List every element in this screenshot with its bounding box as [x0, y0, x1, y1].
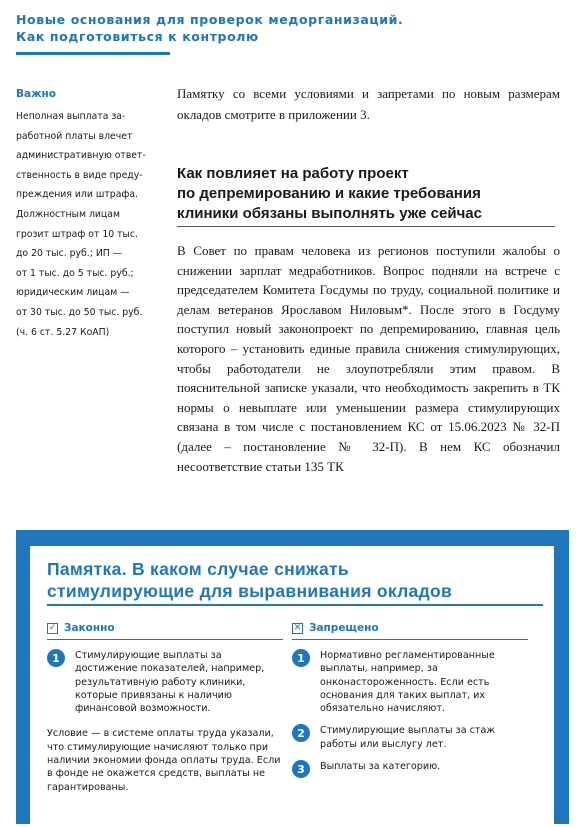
sidebar-line: Должностным лицам	[16, 208, 120, 220]
list-item	[292, 724, 528, 751]
sidebar-line: (ч. 6 ст. 5.27 КоАП)	[16, 326, 110, 338]
sidebar-line: Неполная выплата за-	[16, 111, 126, 122]
allowed-note: Условие — в системе оплаты труда указали, что стимулирующие начисляют только при наличии экономии фонда оплаты труда. Если в фонде не окажется средств, выплаты не гарантированы.	[47, 728, 281, 793]
list-item	[292, 760, 528, 778]
number-badge: 2	[292, 724, 310, 742]
header-line: Новые основания для проверок медорганизаций.	[16, 12, 404, 27]
sidebar-line: до 20 тыс. руб.; ИП —	[16, 248, 123, 260]
number-badge: 1	[292, 649, 310, 667]
sidebar-note	[16, 88, 156, 342]
memo-title-divider	[47, 604, 543, 606]
section-heading	[177, 164, 557, 224]
sidebar-line: от 1 тыс. до 5 тыс. руб.;	[16, 267, 134, 279]
header-divider	[16, 52, 170, 55]
heading-line: клиники обязаны выполнять уже сейчас	[177, 205, 482, 222]
section-divider	[177, 226, 555, 227]
sidebar-line: работной платы влечет	[16, 130, 133, 142]
list-item	[47, 649, 283, 715]
memo-title-line: Памятка. В каком случае снижать	[47, 559, 349, 579]
cross-box-icon: ✕	[293, 622, 302, 633]
sidebar-line: ственность в виде преду-	[16, 169, 143, 181]
sidebar-line: от 30 тыс. до 50 тыс. руб.	[16, 306, 143, 318]
number-badge: 3	[292, 760, 310, 778]
heading-line: Как повлияет на работу проект	[177, 165, 409, 182]
number-badge: 1	[47, 649, 65, 667]
allowed-heading-label: Законно	[64, 622, 115, 634]
sidebar-line: грозит штраф от 10 тыс.	[16, 228, 138, 240]
list-item-text: Стимулирующие выплаты за достижение показателей, например, результативную работу клиники, которые привязаны к наличию финансовой возможности.	[75, 650, 265, 715]
sidebar-title: Важно	[16, 88, 57, 100]
list-item	[292, 649, 528, 715]
memo-title	[47, 558, 547, 602]
memo-title-line: стимулирующие для выравнивания окладов	[47, 581, 453, 601]
forbidden-heading-label: Запрещено	[309, 622, 379, 634]
forbidden-heading	[292, 622, 528, 640]
allowed-heading	[47, 622, 283, 640]
sidebar-body	[16, 107, 156, 342]
forbidden-column	[292, 622, 528, 787]
list-item-text: Нормативно регламентированные выплаты, например, за онконастороженность. Если есть основания для таких выплат, их обязательно начисляют.	[320, 650, 495, 715]
list-item-text: Стимулирующие выплаты за стаж работы или выслугу лет.	[320, 725, 496, 750]
list-item-text: Выплаты за категорию.	[320, 761, 441, 773]
sidebar-line: юридическим лицам —	[16, 287, 130, 299]
sidebar-line: административную ответ-	[16, 150, 146, 162]
heading-line: по депремированию и какие требования	[177, 185, 481, 202]
allowed-column	[47, 622, 283, 794]
sidebar-line: преждения или штрафа.	[16, 189, 138, 201]
body-paragraph: В Совет по правам человека из регионов поступили жалобы о снижении зарплат медработников. Вопрос подняли на встрече с председателем Комитета Госдумы по труду, социальной политике и делам ветеранов Ярославом Ниловым*. После этого в Госдуму поступил новый законопроект по депремированию, главная цель которого – установить единые правила снижения стимулирующих, чтобы работодатели не злоупотребляли этим правом. В пояснительной записке указали, что необходимость закрепить в ТК нормы о невыплате или уменьшении размера стимулирующих связана в том числе с постановлением КС от 15.06.2023 № 32-П (далее – постановление № 32-П). В нем КС обозначил несоответствие статьи 135 ТК	[177, 243, 560, 474]
check-box-icon: ✓	[48, 622, 57, 633]
intro-paragraph: Памятку со всеми условиями и запретами по новым размерам окладов смотрите в приложении 3.	[177, 86, 560, 122]
header-line: Как подготовиться к контролю	[16, 29, 259, 44]
page-header	[16, 11, 416, 45]
